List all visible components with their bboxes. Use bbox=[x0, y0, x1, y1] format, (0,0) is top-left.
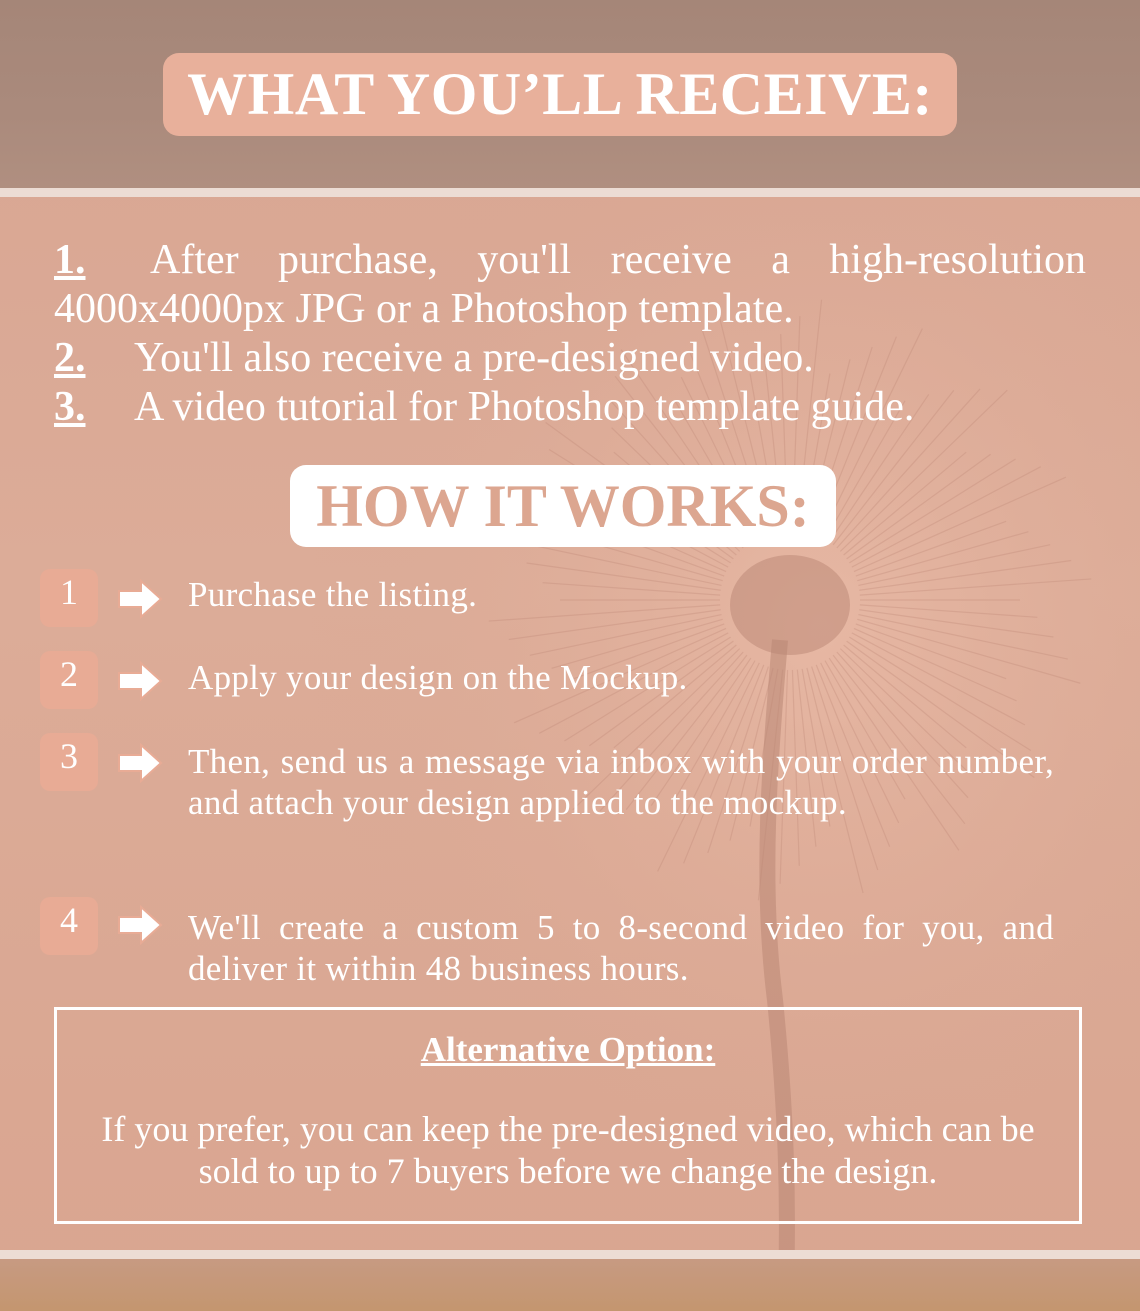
step-2-badge: 2 bbox=[40, 651, 98, 709]
footer-band bbox=[0, 1259, 1140, 1311]
step-2-text: Apply your design on the Mockup. bbox=[188, 658, 688, 697]
step-3-badge: 3 bbox=[40, 733, 98, 791]
step-3-text: Then, send us a message via inbox with your order number, and attach your design applied to the mockup. bbox=[188, 742, 1054, 822]
receive-item-number: 3. bbox=[54, 384, 86, 430]
step-4-text: We'll create a custom 5 to 8-second video for you, and deliver it within 48 business hours. bbox=[188, 908, 1054, 988]
how-title-box bbox=[290, 465, 836, 547]
arrow-right-icon bbox=[117, 579, 163, 619]
receive-title: WHAT YOU’LL RECEIVE: bbox=[187, 61, 933, 127]
receive-item-text: You'll also receive a pre-designed video. bbox=[134, 335, 814, 381]
alternative-option-title: Alternative Option: bbox=[420, 1030, 716, 1069]
step-4-badge: 4 bbox=[40, 897, 98, 955]
arrow-right-icon bbox=[117, 743, 163, 783]
alternative-option-text: If you prefer, you can keep the pre-designed video, which can be sold to up to 7 buyers before we change the design. bbox=[101, 1109, 1035, 1191]
step-1-badge: 1 bbox=[40, 569, 98, 627]
receive-item-1 bbox=[54, 236, 1086, 334]
header-divider bbox=[0, 188, 1140, 197]
receive-list bbox=[54, 236, 1086, 432]
receive-item-number: 2. bbox=[54, 335, 86, 381]
receive-item-text: A video tutorial for Photoshop template guide. bbox=[134, 384, 915, 430]
receive-item-2 bbox=[54, 334, 1086, 383]
arrow-right-icon bbox=[117, 905, 163, 945]
receive-title-box bbox=[163, 53, 957, 136]
receive-item-3 bbox=[54, 383, 1086, 432]
receive-item-number: 1. bbox=[54, 237, 86, 283]
arrow-right-icon bbox=[117, 661, 163, 701]
footer-divider bbox=[0, 1250, 1140, 1259]
receive-item-text: After purchase, you'll receive a high-resolution 4000x4000px JPG or a Photoshop template. bbox=[54, 237, 1086, 332]
how-title: HOW IT WORKS: bbox=[316, 472, 810, 539]
alternative-option-box bbox=[54, 1007, 1082, 1224]
step-1-text: Purchase the listing. bbox=[188, 575, 478, 614]
